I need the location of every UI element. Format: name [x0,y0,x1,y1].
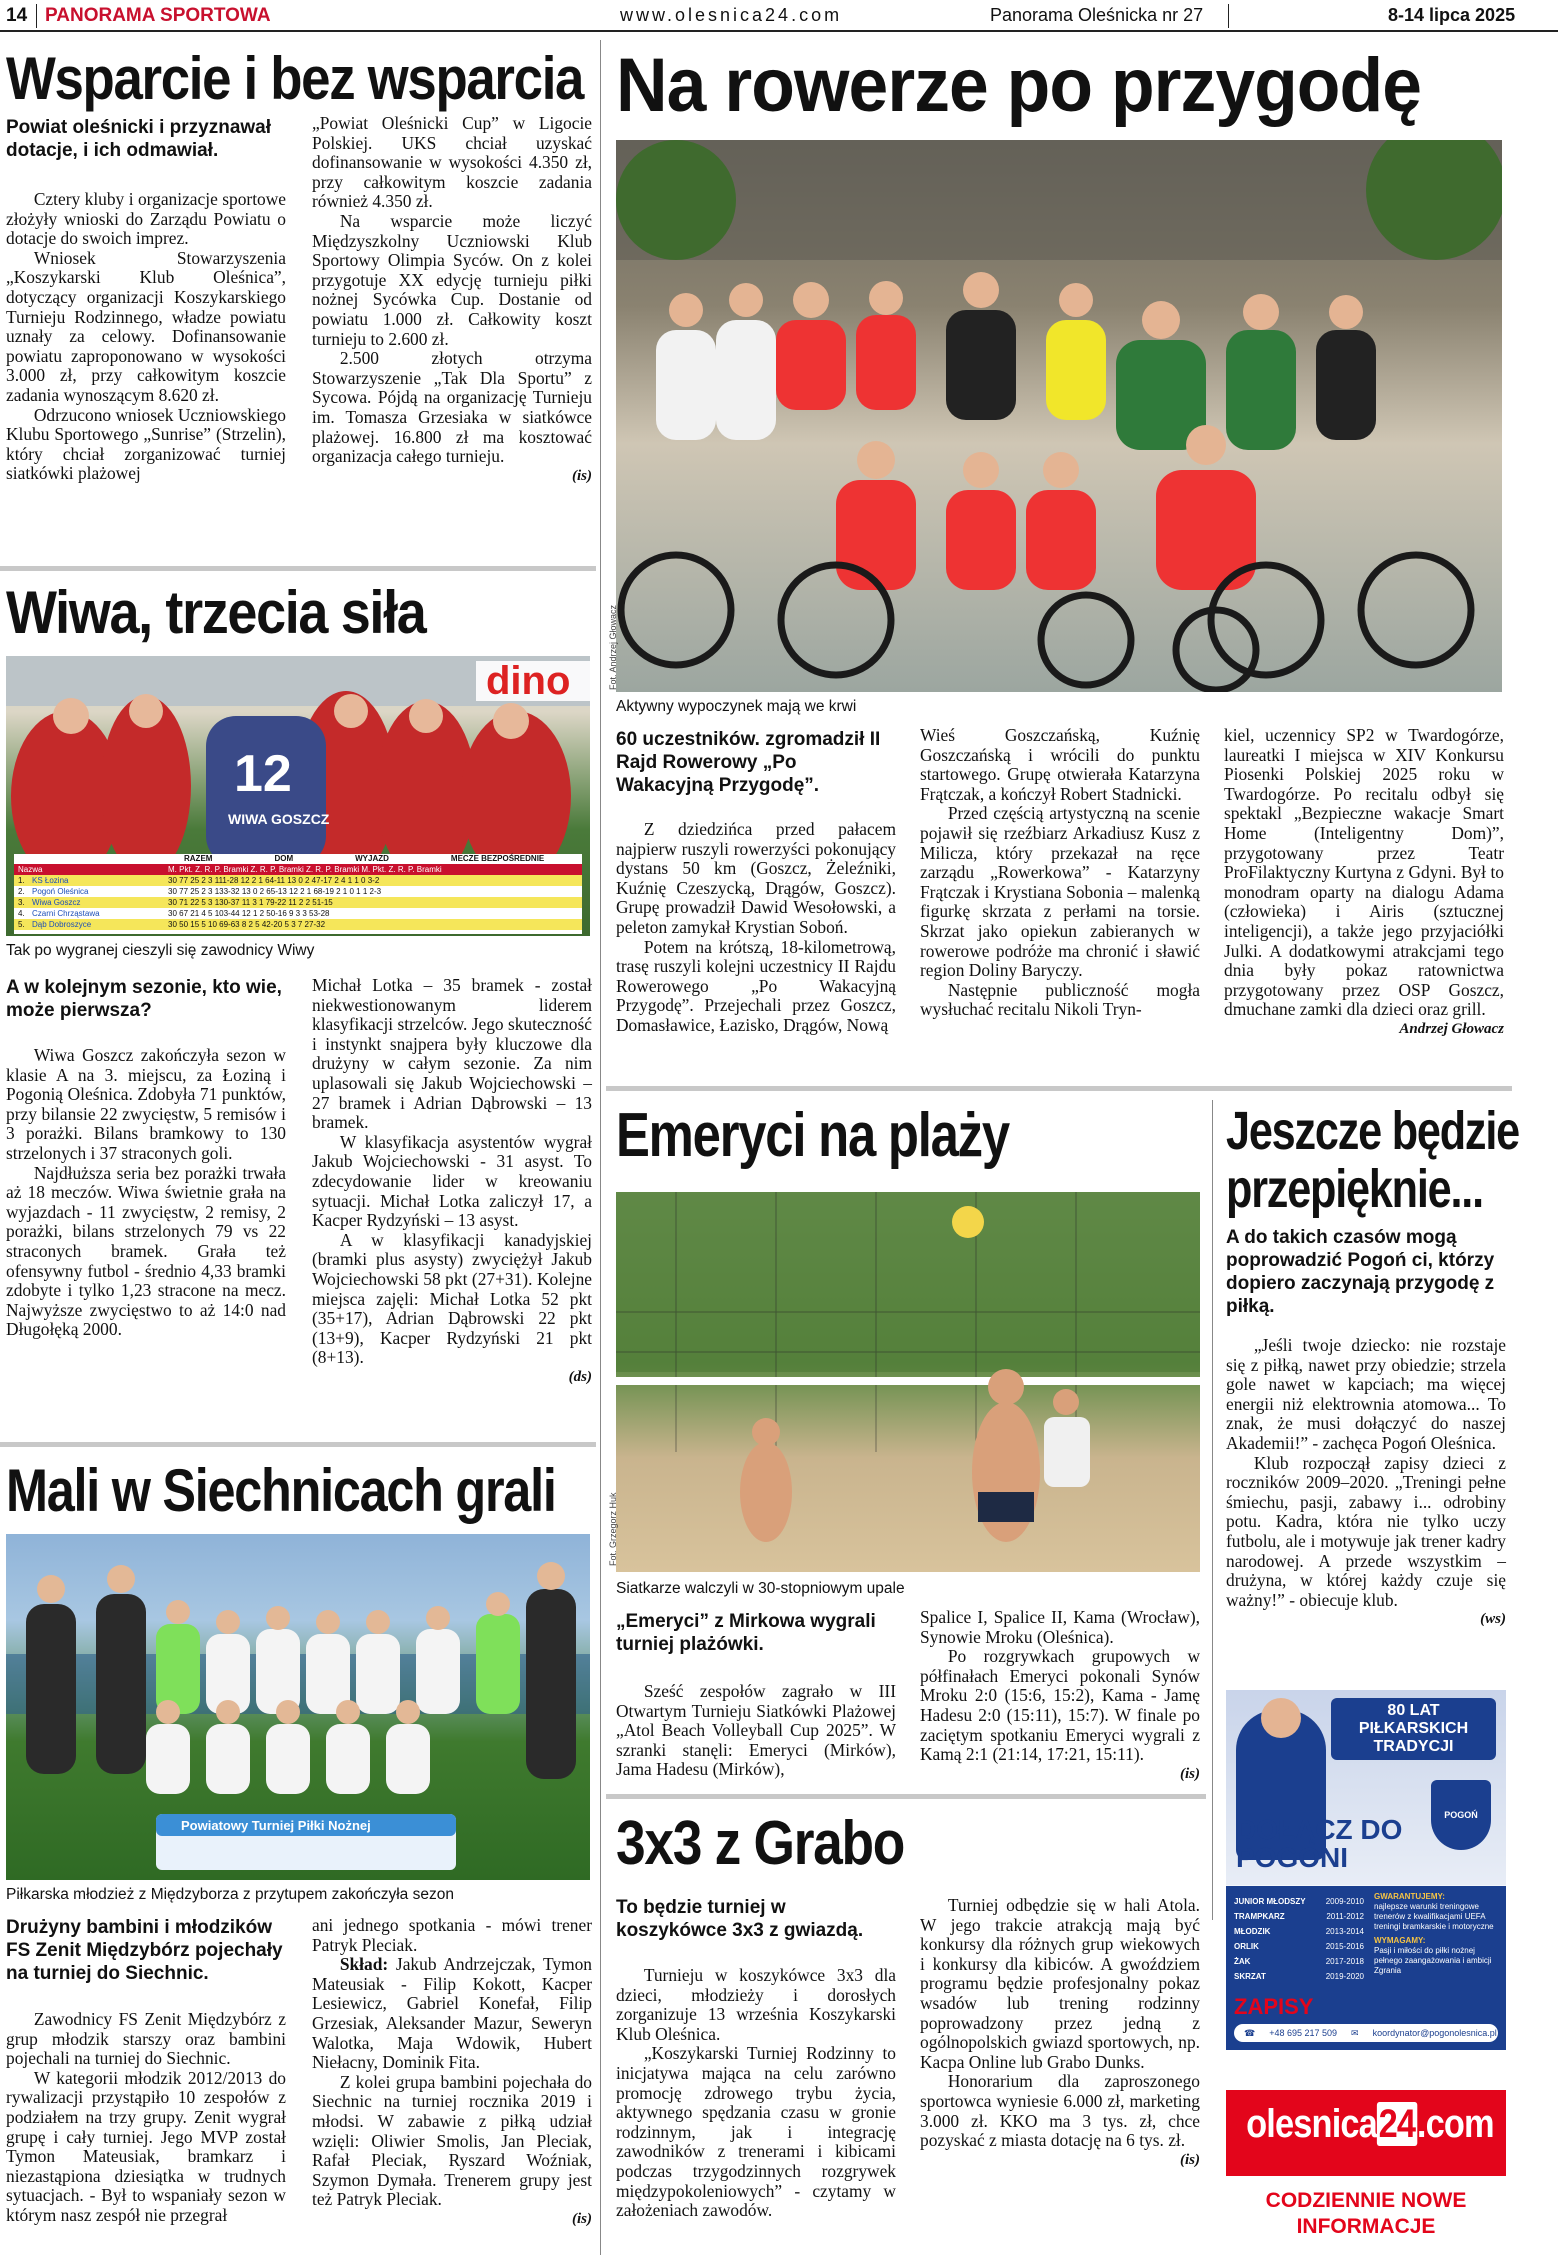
photo-caption: Tak po wygranej cieszyli się zawodnicy Wiwy [6,942,315,959]
paragraph: W klasyfikacja asystentów wygrał Jakub Wojciechowski - 31 asyst. To zdecydowanie lider w kreowaniu sytuacji. Michał Lotka zaliczył 17, a Kacper Rydzyński – 13 asyst. [312,1131,592,1231]
table-cell: 4. [18,909,25,918]
header-divider [1228,4,1229,28]
table-cell: 5. [18,920,25,929]
phone-icon: ☎ [1244,2028,1256,2038]
photo-caption: Siatkarze walczyli w 30-stopniowym upale [616,1580,905,1597]
photo-banner-text: Powiatowy Turniej Piłki Nożnej [181,1818,371,1833]
article-lead: Drużyny bambini i młodzików FS Zenit Międzybórz pojechały na turniej do Siechnic. [6,1917,283,1984]
article-column [1226,1336,1506,1630]
article-column [616,820,896,1036]
team-photo-image [6,1534,590,1880]
portal-slogan [1226,2188,1506,2240]
section-separator [606,1086,1512,1091]
paragraph: Następnie publiczność mogła wysłuchać recitalu Nikoli Tryn- [920,979,1200,1020]
article-title: Mali w Siechnicach grali [6,1457,556,1524]
article-column [6,2010,286,2226]
paragraph: Klub rozpoczął zapisy dzieci z roczników 2009–2020. „Treningi pełne śmiechu, pasji, zabawy i... odrobiny potu. Kadra, która nie tylko uczy futbolu, ale i motywuje jak trener kadry narodowej. A przede wszystkim – drużyna, w której każdy czuje się ważny!” - obiecuje klub. [1226,1452,1506,1610]
age-group: TRAMPKARZ 2011-2012 [1234,1912,1364,1921]
paragraph: kiel, uczennicy SP2 w Twardogórze, laureatki I miejsca w XIV Konkursu Piosenki Polskiej 2025 roku w Twardogórze. Po recitalu odbył się spektakl „Bezpieczne wakacje Smart Home (Inteligentny Dom)”, przygotowany przez Teatr ProFilaktyczny Kurtyna z Gdyni. Był to monodram oparty na dialogu Adama (człowieka) i Airis (sztucznej inteligencji), a także jego przyjaciółki Julki. A dodatkowymi atrakcjami tego dnia były pokaz ratownictwa przygotowany przez OSP Goszcz, dmuchane zamki dla dzieci oraz grill. [1224,725,1504,1020]
author-signature: (is) [1180,2151,1200,2168]
contact-bar [1234,2024,1498,2042]
team-photo [6,656,590,936]
header-divider [36,4,37,28]
paragraph: Honorarium dla zaproszonego sportowca wyniesie 6.000 zł, marketing 3.000 zł. KKO ma 3 tys. zł, chce pozyskać z miasta dotację na 6 tys. zł. [920,2071,1200,2151]
table-cell: 3. [18,898,25,907]
guarantee-item: trenerów z kwalifikacjami UEFA [1374,1912,1486,1921]
team-photo [6,1534,590,1880]
age-group: JUNIOR MŁODSZY 2009-2010 [1234,1897,1364,1906]
age-group: SKRZAT 2019-2020 [1234,1972,1364,1981]
slogan-line: INFORMACJE [1296,2215,1436,2238]
ad-info-panel [1226,1886,1506,2050]
headline-line: POGONI [1236,1842,1349,1873]
badge-line: PIŁKARSKICH [1358,1720,1469,1737]
table-group-header: MECZE BEZPOŚREDNIE [450,854,545,863]
club-crest: POGOŃ [1431,1780,1491,1850]
website-url: www.olesnica24.com [620,5,843,25]
logo-number: 24 [1378,2102,1416,2146]
guarantee-item: najlepsze warunki treningowe [1374,1902,1479,1911]
article-column [312,114,592,486]
author-signature: (is) [1180,1765,1200,1782]
contact-phone[interactable]: +48 695 217 509 [1269,2028,1338,2038]
guarantee-item: treningi bramkarskie i motoryczne [1374,1922,1494,1931]
table-cell: 30 71 22 5 3 130-37 11 3 1 79-22 11 2 2 51-15 [168,898,333,907]
rally-photo [616,140,1502,692]
guarantee-title: GWARANTUJEMY: [1374,1892,1445,1901]
article-lead: „Emeryci” z Mirkowa wygrali turniej plażówki. [616,1611,876,1655]
paragraph: ani jednego spotkania - mówi trener Patryk Pleciak. [312,1915,592,1955]
age-groups [1234,1894,1364,1984]
title-line: Jeszcze będzie [1226,1101,1519,1161]
badge-line: 80 LAT [1387,1702,1440,1719]
requirements-title: WYMAGAMY: [1374,1936,1426,1945]
author-signature: Andrzej Głowacz [1399,1020,1504,1037]
ad-guarantee [1374,1892,1500,1976]
author-signature: (ws) [1480,1611,1506,1628]
article-column [6,1046,286,1340]
article-column [920,1608,1200,1784]
table-header [14,864,582,875]
section-separator [0,1442,596,1447]
article-column [6,190,286,484]
table-group-headers [14,854,582,864]
paragraph: Po rozgrywkach grupowych w półfinałach Emeryci pokonali Synów Mroku 2:0 (15:6, 15:2), Kama - Jamę Hadesu 2:0 (15:11), 15:7). W finale po zaciętym spotkaniu Emeryci wygrali z Kamą 2:1 (21:14, 17:21, 15:11). [920,1646,1200,1765]
section-name: PANORAMA SPORTOWA [45,5,271,26]
article-lead: 60 uczestników. zgromadził II Rajd Rowerowy „Po Wakacyjną Przygodę”. [616,729,881,796]
paragraph: Wiwa Goszcz zakończyła sezon w klasie A na 3. miejscu, za Łoziną i Pogonią Oleśnica. Zdobyła 71 punktów, przy bilansie 22 zwycięstw, 5 remisów i 3 porażki. Bilans bramkowy to 130 strzelonych i 37 straconych goli. [6,1045,286,1163]
table-row [14,908,582,919]
article-column [1224,726,1504,1040]
section-separator [606,1794,1206,1799]
age-group: ŻAK 2017-2018 [1234,1957,1364,1966]
paragraph: A w klasyfikacji kanadyjskiej (bramki plus asysty) zwyciężył Jakub Wojciechowski 58 pkt (27+31). Kolejne miejsca zajęli: Michał Lotka 52 pkt (35+17), Adrian Dąbrowski 22 pkt (13+9), Kacper Rydzyński 21 pkt (8+13). [312,1229,592,1368]
author-signature: (is) [572,2210,592,2227]
paragraph: Najdłuższa seria bez porażki trwała aż 18 meczów. Wiwa świetnie grała na wyjazdach - 11 zwycięstw, 2 remisy, 2 porażki, bilans strzelonych 79 vs 22 straconych bramek. Grała też ofensywny futbol - średnio 4,33 bramki zdobyte i tylko 1,23 stracone na mecz. Najwyższe zwycięstwo to aż 14:0 nad Długołęką 2000. [6,1162,286,1340]
paragraph: Cztery kluby i organizacje sportowe złożyły wnioski do Zarządu Powiatu o dotacje do swoich imprez. [6,189,286,249]
title-line: przepięknie... [1226,1159,1483,1219]
table-cell: Dąb Dobroszyce [32,920,92,929]
table-row [14,897,582,908]
slogan-line: CODZIENNIE NOWE [1265,2189,1467,2212]
paragraph: Spalice I, Spalice II, Kama (Wrocław), Synowie Mroku (Oleśnica). [920,1607,1200,1647]
paragraph: Odrzucono wniosek Uczniowskiego Klubu Sportowego „Sunrise” (Strzelin), który chciał zorganizować turniej siatkówki plażowej [6,404,286,484]
author-signature: (is) [572,467,592,484]
photo-credit: Fot. Andrzej Głowacz [608,604,618,690]
contact-email[interactable]: koordynator@pogonolesnica.pl [1372,2028,1497,2038]
table-header-cell: Nazwa [18,865,43,874]
shirt-name: WIWA GOSZCZ [228,811,330,827]
paragraph: Z kolei grupa bambini pojechała do Siechnic na turniej rocznika 2019 i młodsi. W zabawie z piłką udział wzięli: Oliwier Smolis, Jan Pleciak, Rafał Pleciak, Ryszard Woźniak, Szymon Dymała. Trenerem grupy jest też Patryk Pleciak. [312,2071,592,2210]
paragraph: Na wsparcie może liczyć Międzyszkolny Uczniowski Klub Sportowy Olimpia Syców. On z kolei przygotuje XX edycję turnieju piłki nożnej Sycówka Cup. Dostanie od powiatu 1.000 zł. Całkowity koszt turnieju to 2.600 zł. [312,210,592,349]
rally-photo-image [616,140,1502,692]
paragraph: W kategorii młodzik 2012/2013 do rywalizacji przystąpiło 10 zespołów z podziałem na trzy grupy. Zenit wygrał grupę i cały turniej. Jego MVP został Tymon Mateusiak, bramkarz i niezastąpiona dziesiątka w trudnych sytuacjach. - Był to wspaniały sezon w którym nasz zespół nie przegrał [6,2067,286,2225]
header-rule [0,30,1558,32]
photo-credit: Fot. Grzegorz Huk [608,1492,618,1566]
issue-label: Panorama Oleśnicka nr 27 [990,5,1204,25]
author-signature: (ds) [568,1368,592,1385]
table-cell: 30 67 21 4 5 103-44 12 1 2 50-16 9 3 3 53-28 [168,909,330,918]
article-column [616,1966,896,2221]
logo-domain: .com [1416,2102,1494,2146]
issue-date: 8-14 lipca 2025 [1388,5,1516,25]
article-title: Emeryci na plaży [616,1101,1009,1170]
article-title: 3x3 z Grabo [616,1809,905,1878]
article-column [616,1682,896,1780]
column-divider [1212,1100,1213,1920]
banner-text: dino [486,659,571,703]
paragraph: „Jeśli twoje dziecko: nie rozstaje się z piłką, nawet przy obiedzie; strzela gole nawet w kapciach; ma więcej energii niż elektrownia atomowa... To znak, że musi dołączyć do naszej Akademii!” - zachęca Pogoń Oleśnica. [1226,1335,1506,1453]
table-group-header: RAZEM [184,854,213,863]
photo-caption: Piłkarska młodzież z Międzyborza z przytupem zakończyła sezon [6,1886,454,1903]
table-cell: 30 77 25 2 3 111-28 12 2 1 64-11 13 0 2 47-17 2 4 1 1 0 3-2 [168,876,380,885]
table-cell: 30 50 15 5 10 69-63 8 2 5 42-20 5 3 7 27-32 [168,920,326,929]
ad-headline [1236,1816,1402,1872]
requirement-item: pełnego zaangażowania i ambicji [1374,1956,1492,1965]
paragraph: „Powiat Oleśnicki Cup” w Ligocie Polskiej. UKS chciał uzyskać dofinansowanie w wysokości 4.350 zł, przy całkowitym koszcie zadania również 4.350 zł. [312,113,592,212]
age-group: ORLIK 2015-2016 [1234,1942,1364,1951]
shirt-number: 12 [234,745,292,803]
table-cell: 1. [18,876,25,885]
article-column [312,976,592,1387]
age-group: MŁODZIK 2013-2014 [1234,1927,1364,1936]
headline-line: DOŁĄCZ DO [1236,1814,1403,1845]
portal-logo[interactable] [1226,2102,1506,2147]
table-row [14,919,582,930]
paragraph: Sześć zespołów zagrało w III Otwartym Turnieju Siatkówki Plażowej „Atol Beach Volleyball Cup 2025”. W szranki stanęli: Emeryci (Mirków), Jama Hadesu (Mirków), [616,1681,896,1780]
article-column [920,726,1200,1020]
portal-advertisement [1226,2090,1506,2252]
requirement-item: Zgrania [1374,1966,1402,1975]
paragraph: Wniosek Stowarzyszenia „Koszykarski Klub Oleśnica”, dotyczący organizacji Koszykarskiego Turnieju Rodzinnego, władze powiatu uznały za celowy. Dofinansowanie powiatu zaproponowano w wysokości 3.000 zł, przy całkowitym koszcie zadania wynoszącym 8.620 zł. [6,247,286,405]
page-header [0,0,1558,34]
table-row [14,886,582,897]
table-group-header: WYJAZD [355,854,389,863]
section-separator [0,566,596,571]
article-lead: A w kolejnym sezonie, kto wie, może pierwsza? [6,977,282,1021]
player-head [1261,1698,1301,1738]
table-cell: 2. [18,887,25,896]
paragraph: Z dziedzińca przed pałacem najpierw ruszyli rowerzyści pokonujący dystans 50 km (Goszcz, Żeleźniki, Kuźnię Czeszycką, Drągów, Goszcz). Grupę prowadził Dawid Wesołowski, a peleton zamykał Krystian Soboń. [616,819,896,937]
article-lead: Powiat oleśnicki i przyznawał dotacje, i ich odmawiał. [6,117,272,161]
column-divider [600,40,601,2255]
article-title: Na rowerze po przygodę [616,43,1422,128]
anniversary-badge [1331,1698,1496,1760]
article-title [1226,1102,1519,1218]
paragraph: „Koszykarski Turniej Rodzinny to inicjatywa mająca na celu zarówno promocję zdrowego trybu życia, aktywnego spędzania czasu w gronie rodzinnym, jak i integrację zawodników z trenerami i kibicami podczas trzygodzinnych rozgrywek międzypokoleniowych” - czytamy w założeniach zawodów. [616,2043,896,2221]
page-number: 14 [6,5,28,26]
table-group-header: DOM [274,854,294,863]
paragraph: Potem na krótszą, 18-kilometrową, trasę ruszyli kolejni uczestnicy II Rajdu Rowerowego „Po Wakacyjną Przygodę”. Przejechali przez Goszcz, Domasławice, Łazisko, Drągów, Nową [616,936,896,1035]
table-cell: 30 77 25 2 3 133-32 13 0 2 65-13 12 2 1 68-19 2 1 0 1 1 2-3 [168,887,382,896]
badge-line: TRADYCJI [1373,1738,1454,1755]
paragraph: Zawodnicy FS Zenit Międzybórz z grup młodzik starszy oraz bambini pojechali na turniej do Siechnic. [6,2009,286,2069]
table-cell: KS Łozina [32,876,69,885]
article-lead: A do takich czasów mogą poprowadzić Pogoń ci, którzy dopiero zaczynają przygodę z piłką. [1226,1227,1495,1317]
signup-label: ZAPISY [1234,1994,1314,2019]
table-cell: Pogoń Oleśnica [32,887,89,896]
league-table [14,854,582,934]
volleyball-photo-image [616,1192,1200,1572]
article-column [920,1896,1200,2170]
squad-label: Skład: [339,1954,389,1975]
email-icon: ✉ [1351,2028,1359,2038]
paragraph: Turniej odbędzie się w hali Atola. W jego trakcie atrakcją mają być konkursy dla różnych grup wiekowych i konkursy dla kibiców. A gwoździem programu będzie profesjonalny pokaz wsadów lub trening rodzinny poprowadzony przez jedną z ogólnopolskich gwiazd sportowych, np. Kacpa Online lub Grabo Dunks. [920,1895,1200,2072]
table-row [14,875,582,886]
article-lead: To będzie turniej w koszykówce 3x3 z gwiazdą. [616,1897,864,1941]
paragraph: 2.500 złotych otrzyma Stowarzyszenie „Tak Dla Sportu” z Sycowa. Pójdą na organizację Turnieju im. Tomasza Grzesiaka w siatkówce plażowej. 16.800 zł ma kosztować organizacja całego turnieju. [312,348,592,467]
article-title: Wsparcie i bez wsparcia [6,45,584,112]
pogon-advertisement [1226,1690,1506,2050]
paragraph: Turnieju w koszykówce 3x3 dla dzieci, młodzieży i dorosłych zorganizuje 13 września Koszykarski Klub Oleśnica. [616,1965,896,2044]
table-cell: Czarni Chrząstawa [32,909,100,918]
paragraph: Przed częścią artystyczną na scenie pojawił się rzeźbiarz Arkadiusz Kusz z Milicza, który przekazał na ręce zarządu „Rowerkowa” - Katarzyny Frątczak i Krystiana Sobonia – malenką figurkę skrzata z perłami na torsie. Skrzat jako opiekun zabieranych w rowerowe podróże ma chronić i sławić region Doliny Baryczy. [920,803,1200,981]
paragraph: Michał Lotka – 35 bramek - został niekwestionowanym liderem klasyfikacji strzelców. Jego skuteczność i instynkt snajpera były kluczowe dla drużyny w całym sezonie. Za nim uplasowali się Jakub Wojciechowski – 27 bramek i Adrian Dąbrowski – 13 bramek. [312,975,592,1133]
squad-list: Jakub Andrzejczak, Tymon Mateusiak - Filip Kokott, Kacper Lesiewicz, Gabriel Konefał, Filip Grzesiak, Aleksander Mazur, Seweryn Walotka, Maja Wdowik, Hubert Niełacny, Dominik Fita. [312,1954,592,2073]
table-header-cell: M. Pkt. Z. R. P. Bramki Z. R. P. Bramki Z. R. P. Bramki M. Pkt. Z. R. P. Bramki [168,865,442,874]
volleyball-photo [616,1192,1200,1572]
requirement-item: Pasji i miłości do piłki nożnej [1374,1946,1475,1955]
photo-caption: Aktywny wypoczynek mają we krwi [616,698,857,715]
logo-text: olesnica [1246,2102,1377,2146]
table-cell: Wiwa Goszcz [32,898,81,907]
article-column [312,1916,592,2230]
article-title: Wiwa, trzecia siła [6,579,426,646]
paragraph: Wieś Goszczańską, Kuźnię Goszczańską i wrócili do punktu startowego. Grupę otwierała Katarzyna Frątczak, a kończył Robert Stadnicki. [920,725,1200,804]
